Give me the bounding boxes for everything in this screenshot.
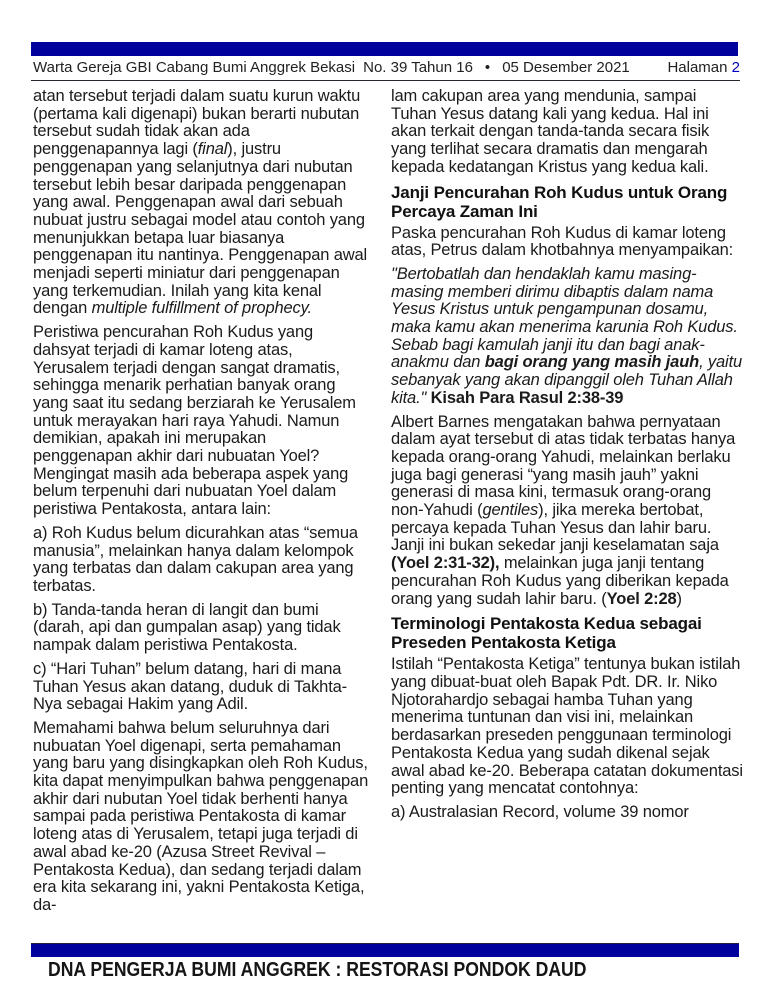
- text-run: ): [676, 589, 682, 608]
- page-indicator: [667, 59, 740, 76]
- footer-motto: DNA PENGERJA BUMI ANGGREK : RESTORASI PONDOK DAUD: [48, 959, 587, 981]
- masthead: [33, 59, 740, 77]
- quote-paragraph: [391, 266, 745, 408]
- paragraph: [33, 525, 369, 596]
- section-heading: [391, 183, 745, 221]
- text-run: multiple fulfillment of prophecy.: [91, 299, 312, 318]
- text-run: atan tersebut terjadi dalam suatu kurun waktu (pertama kali digenapi) bukan berarti nubutan tersebut sudah tidak akan ada penggenapannya lagi (: [33, 88, 361, 159]
- text-run: b) Tanda-tanda heran di langit dan bumi (darah, api dan gumpalan asap) yang tidak nampak dalam peristiwa Pentakosta.: [33, 600, 341, 655]
- text-run: final: [197, 140, 228, 159]
- newsletter-title: Warta Gereja GBI Cabang Bumi Anggrek Bekasi: [33, 59, 356, 76]
- text-run: Janji Pencurahan Roh Kudus untuk Orang Percaya Zaman Ini: [391, 182, 728, 221]
- top-accent-bar: [31, 42, 738, 56]
- text-run: Memahami bahwa belum seluruhnya dari nubuatan Yoel digenapi, serta pemahaman yang baru yang disingkapkan oleh Roh Kudus, kita dapat menyimpulkan bahwa penggenapan akhir dari nubutan Yoel tidak berhenti hanya sampai pada peristiwa Pentakosta di kamar loteng atas di Yerusalem, tetapi juga terjadi di awal abad ke-20 (Azusa Street Revival – Pentakosta Kedua), dan sedang terjadi dalam era kita sekarang ini, yakni Pentakosta Ketiga, da-: [33, 718, 369, 914]
- paragraph: [391, 88, 745, 177]
- section-heading: [391, 614, 745, 652]
- paragraph: [33, 324, 369, 519]
- text-run: a) Australasian Record, volume 39 nomor: [391, 802, 689, 821]
- issue-info: No. 39 Tahun 16: [363, 59, 473, 76]
- text-run: Albert Barnes mengatakan bahwa pernyataan dalam ayat tersebut di atas tidak terbatas hanya kepada orang-orang Yahudi, melainkan berlaku juga bagi generasi “yang masih jauh” yakni generasi di masa kini, termasuk orang-orang non-Yahudi (: [391, 412, 736, 520]
- text-run: (Yoel 2:31-32),: [391, 554, 500, 573]
- text-run: c) “Hari Tuhan” belum datang, hari di mana Tuhan Yesus akan datang, duduk di Takhta-Nya sebagai Hakim yang Adil.: [33, 659, 348, 714]
- paragraph: [391, 656, 745, 798]
- text-run: gentiles: [482, 501, 539, 520]
- paragraph: [33, 88, 369, 318]
- text-run: Yoel 2:28: [606, 589, 677, 608]
- text-run: ), justru penggenapan yang selanjutnya dari nubutan tersebut lebih besar daripada penggenapan yang awal. Penggenapan awal dari sebuah nubuat justru sebagai model atau contoh yang menunjukkan betapa luar biasanya penggenapan itu nantinya. Penggenapan awal menjadi seperti miniatur dari penggenapan yang terkemudian. Inilah yang kita kenal dengan: [33, 140, 368, 318]
- text-run: ), jika mereka bertobat, percaya kepada Tuhan Yesus dan lahir baru. Janji ini bukan sekedar janji keselamatan saja: [391, 501, 719, 555]
- bullet-separator: •: [484, 59, 491, 76]
- text-run: Peristiwa pencurahan Roh Kudus yang dahsyat terjadi di kamar loteng atas, Yerusalem terjadi dengan sangat dramatis, sehingga menarik perhatian banyak orang yang saat itu sedang berziarah ke Yerusalem untuk merayakan hari raya Yahudi. Namun demikian, apakah ini merupakan penggenapan akhir dari nubuatan Yoel? Mengingat masih ada beberapa aspek yang belum terpenuhi dari nubuatan Yoel dalam peristiwa Pentakosta, antara lain:: [33, 323, 356, 519]
- page-label: Halaman: [667, 59, 728, 76]
- text-run: "Bertobatlah dan hendaklah kamu masing-masing memberi dirimu dibaptis dalam nama Yesus Kristus untuk pengampunan dosamu, maka kamu akan menerima karunia Roh Kudus. Sebab bagi kamulah janji itu dan bagi anak-anakmu dan: [391, 264, 738, 372]
- text-run: melainkan juga janji tentang pencurahan Roh Kudus yang diberikan kepada orang yang sudah lahir baru. (: [391, 554, 729, 608]
- text-run: , yaitu sebanyak yang akan dipanggil oleh Tuhan Allah kita.": [391, 353, 743, 407]
- text-run: a) Roh Kudus belum dicurahkan atas “semua manusia”, melainkan hanya dalam kelompok yang terbatas dan dalam cakupan area yang terbatas.: [33, 523, 358, 595]
- paragraph: [33, 661, 369, 714]
- paragraph: [391, 804, 745, 822]
- text-run: Terminologi Pentakosta Kedua sebagai Preseden Pentakosta Ketiga: [391, 614, 702, 653]
- paragraph: [391, 414, 745, 609]
- paragraph: [33, 602, 369, 655]
- article-body: [33, 88, 745, 941]
- masthead-left: [33, 59, 630, 76]
- paragraph: [391, 225, 745, 260]
- paragraph: [33, 720, 369, 915]
- text-run: Istilah “Pentakosta Ketiga” tentunya bukan istilah yang dibuat-buat oleh Bapak Pdt. DR. Ir. Niko Njotorahardjo sebagai hamba Tuhan yang menerima tuntunan dan visi ini, melainkan berdasarkan preseden penggunaan terminologi Pentakosta Kedua yang sudah dikenal sejak awal abad ke-20. Beberapa catatan dokumentasi penting yang mencatat contohnya:: [391, 655, 743, 798]
- text-run: Kisah Para Rasul 2:38-39: [430, 388, 624, 407]
- column-right: [391, 88, 745, 941]
- bottom-accent-bar: [31, 943, 739, 957]
- text-run: lam cakupan area yang mendunia, sampai Tuhan Yesus datang kali yang kedua. Hal ini akan terkait dengan tanda-tanda secara fisik yang terlihat secara dramatis dan mengarah kepada kedatangan Kristus yang kedua kali.: [391, 88, 710, 176]
- text-run: Paska pencurahan Roh Kudus di kamar loteng atas, Petrus dalam khotbahnya menyampaikan:: [391, 223, 734, 260]
- issue-date: 05 Desember 2021: [502, 59, 630, 76]
- page-number: 2: [731, 59, 740, 76]
- column-left: [33, 88, 369, 941]
- text-run: bagi orang yang masih jauh: [484, 353, 700, 372]
- header-rule: [31, 80, 740, 81]
